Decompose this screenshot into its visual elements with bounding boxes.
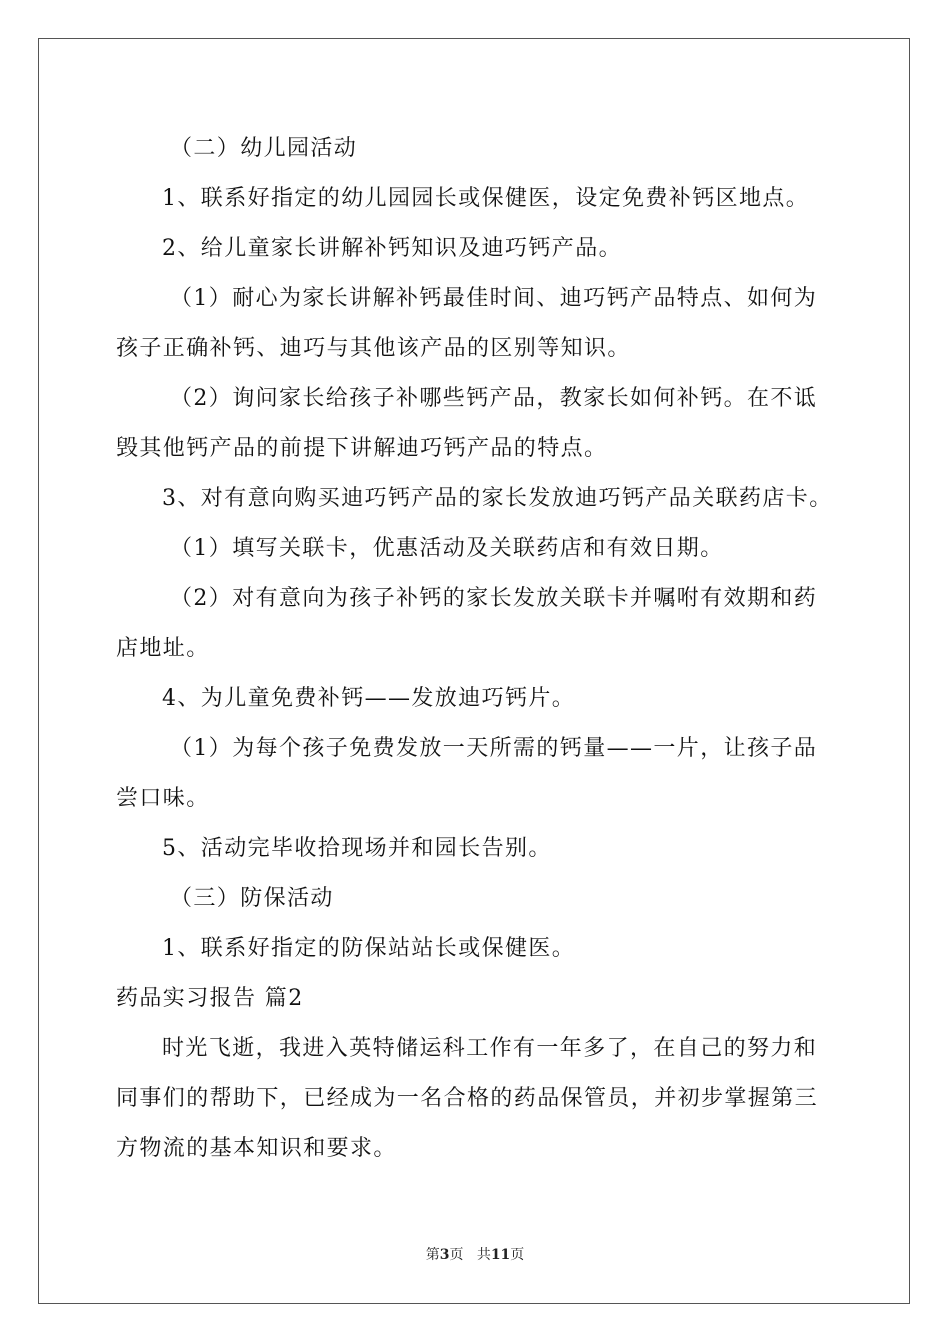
paragraph-line: 时光飞逝，我进入英特储运科工作有一年多了，在自己的努力和 <box>162 1036 818 1061</box>
paragraph-line: （2）对有意向为孩子补钙的家长发放关联卡并嘱咐有效期和药 <box>170 586 818 611</box>
paragraph-line: 同事们的帮助下，已经成为一名合格的药品保管员，并初步掌握第三 <box>116 1086 819 1111</box>
paragraph-line: 1、联系好指定的防保站站长或保健医。 <box>162 936 576 961</box>
page-footer <box>0 1245 950 1265</box>
paragraph-line: 孩子正确补钙、迪巧与其他该产品的区别等知识。 <box>116 336 631 361</box>
section-heading-kindergarten: （二）幼儿园活动 <box>170 136 358 161</box>
footer-total-prefix: 共 <box>476 1247 491 1263</box>
paragraph-line: 3、对有意向购买迪巧钙产品的家长发放迪巧钙产品关联药店卡。 <box>162 486 833 511</box>
footer-page-prefix: 第 <box>425 1247 440 1263</box>
paragraph-line: 4、为儿童免费补钙——发放迪巧钙片。 <box>162 686 576 711</box>
paragraph-line: 方物流的基本知识和要求。 <box>116 1136 397 1161</box>
footer-total-suffix: 页 <box>510 1247 525 1263</box>
footer-total-number: 11 <box>490 1247 511 1263</box>
paragraph-line: （1）耐心为家长讲解补钙最佳时间、迪巧钙产品特点、如何为 <box>170 286 818 311</box>
page-frame <box>38 38 910 1304</box>
paragraph-line: （2）询问家长给孩子补哪些钙产品，教家长如何补钙。在不诋 <box>170 386 818 411</box>
paragraph-line: 店地址。 <box>116 636 210 661</box>
section-heading-epidemic: （三）防保活动 <box>170 886 334 911</box>
paragraph-line: 尝口味。 <box>116 786 210 811</box>
paragraph-line: （1）填写关联卡，优惠活动及关联药店和有效日期。 <box>170 536 724 561</box>
article-title: 药品实习报告 篇2 <box>116 986 304 1011</box>
paragraph-line: 5、活动完毕收拾现场并和园长告别。 <box>162 836 552 861</box>
paragraph-line: 1、联系好指定的幼儿园园长或保健医，设定免费补钙区地点。 <box>162 186 810 211</box>
paragraph-line: （1）为每个孩子免费发放一天所需的钙量——一片，让孩子品 <box>170 736 818 761</box>
paragraph-line: 毁其他钙产品的前提下讲解迪巧钙产品的特点。 <box>116 436 608 461</box>
footer-page-number: 3 <box>439 1247 450 1263</box>
paragraph-line: 2、给儿童家长讲解补钙知识及迪巧钙产品。 <box>162 236 622 261</box>
footer-page-suffix: 页 <box>449 1247 464 1263</box>
